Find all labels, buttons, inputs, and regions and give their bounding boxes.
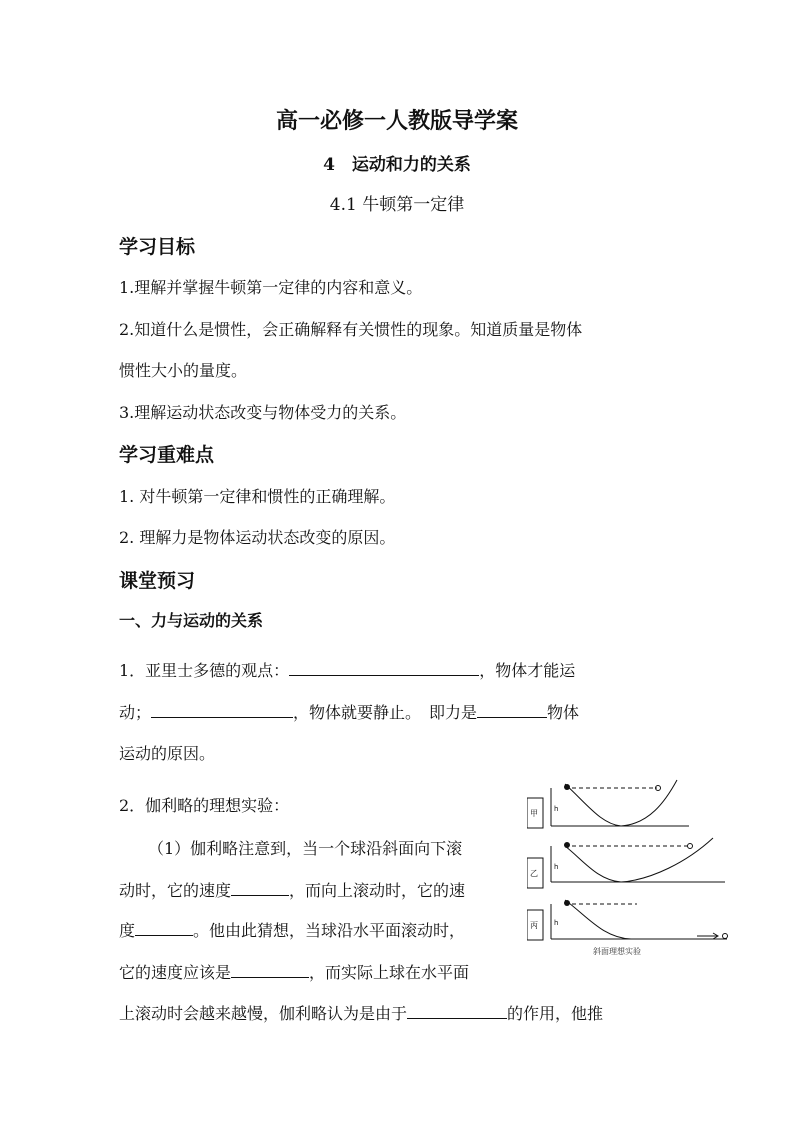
height-label: h [554,863,559,871]
key-point-item: 2. 理解力是物体运动状态改变的原因。 [119,528,396,547]
q1-line1 [119,658,575,681]
q2-text: ，而实际上球在水平面 [309,963,470,982]
q2-text: 。他由此猜想，当球沿水平面滚动时， [193,921,466,940]
q2-text: ，而向上滚动时，它的速 [289,881,466,900]
ball-end [723,934,728,939]
objective-item: 惯性大小的量度。 [119,361,248,380]
section-title: 4.1 牛顿第一定律 [329,195,465,215]
key-point-item: 1. 对牛顿第一定律和惯性的正确理解。 [119,487,396,506]
incline-curve [565,838,713,882]
answer-blank[interactable] [477,701,547,718]
answer-blank[interactable] [135,919,193,936]
q1-line2 [119,700,579,723]
q2-line2 [119,878,465,901]
q2-line1: （1）伽利略注意到，当一个球沿斜面向下滚 [148,839,463,858]
q1-text: 物体 [547,703,580,722]
q2-text: 度 [119,921,136,940]
objective-item: 3.理解运动状态改变与物体受力的关系。 [119,403,407,422]
height-label: h [554,919,559,927]
q1-text: ，物体才能运 [479,661,576,680]
page-title: 高一必修一人教版导学案 [275,108,518,134]
answer-blank[interactable] [407,1002,507,1019]
objectives-heading: 学习目标 [119,236,196,258]
height-label: h [554,805,559,813]
galileo-incline-figure [527,776,743,960]
q2-line5 [119,1001,603,1024]
ball-end [688,844,693,849]
answer-blank[interactable] [151,701,293,718]
part1-heading: 一、力与运动的关系 [119,611,264,630]
panel-label: 甲 [530,809,538,818]
q2-line4 [119,960,469,983]
q2-line3 [119,918,465,941]
key-points-heading: 学习重难点 [119,444,215,466]
ball-start [564,784,570,790]
q2-text: 上滚动时会越来越慢，伽利略认为是由于 [119,1004,408,1023]
figure-caption: 斜面理想实验 [593,947,641,956]
q1-line3: 运动的原因。 [119,744,216,763]
ball-start [564,900,570,906]
preview-heading: 课堂预习 [119,570,196,592]
objective-item: 2.知道什么是惯性，会正确解释有关惯性的现象。知道质量是物体 [119,320,583,339]
q2-text: 的作用，他推 [507,1004,604,1023]
answer-blank[interactable] [289,659,479,676]
answer-blank[interactable] [231,961,309,978]
answer-blank[interactable] [231,879,289,896]
panel-label: 乙 [530,869,538,878]
objective-item: 1.理解并掌握牛顿第一定律的内容和意义。 [119,278,423,297]
panel-label: 丙 [530,921,538,930]
q2-title: 2．伽利略的理想实验： [119,796,290,815]
q2-text: 它的速度应该是 [119,963,232,982]
incline-curve [565,900,727,939]
q1-text: 1．亚里士多德的观点： [119,661,290,680]
ball-start [564,842,570,848]
q1-text: ，物体就要静止。 即力是 [293,703,478,722]
chapter-title: 4 运动和力的关系 [323,155,471,175]
q1-text: 动； [119,703,152,722]
q2-text: 动时，它的速度 [119,881,232,900]
